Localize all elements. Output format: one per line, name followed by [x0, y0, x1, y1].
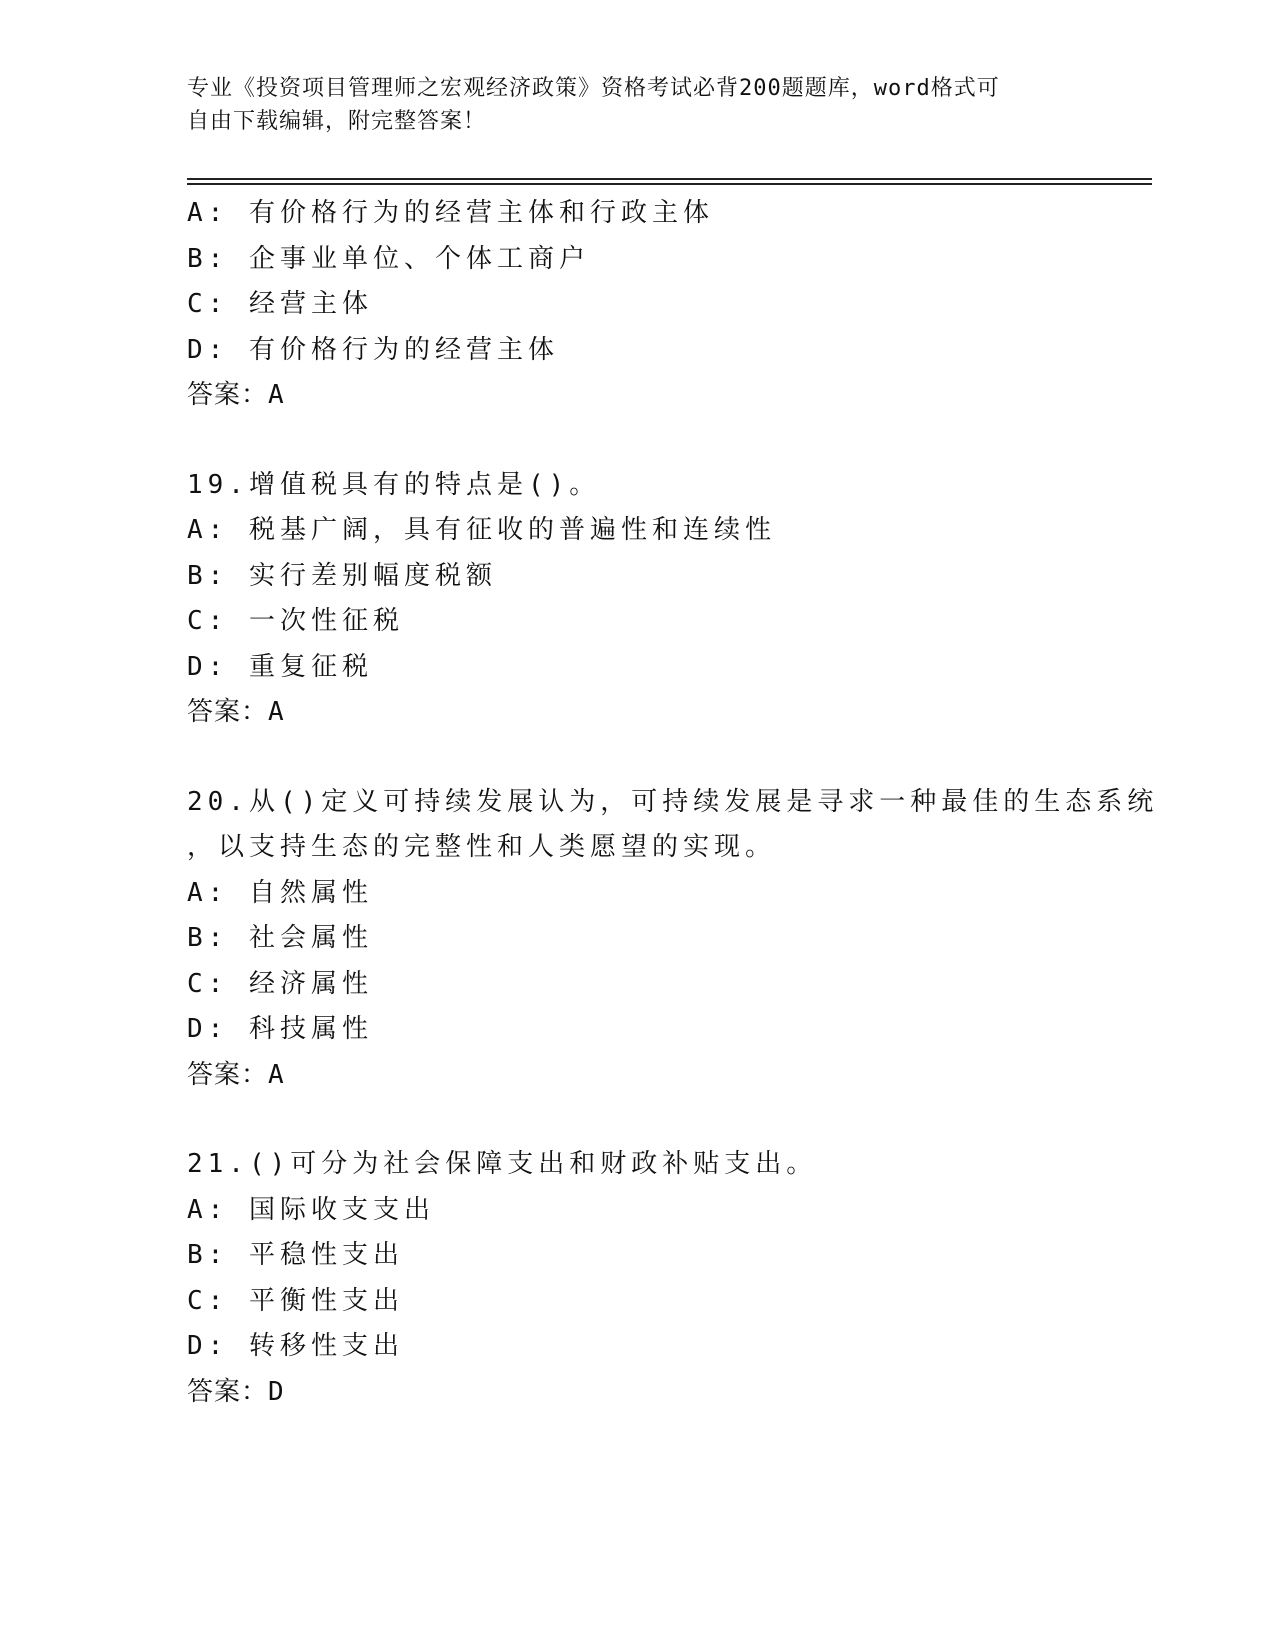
question-stem: 19.增值税具有的特点是()。: [187, 469, 601, 500]
option-a: A: 自然属性: [187, 877, 373, 908]
option-c: C: 一次性征税: [187, 606, 404, 636]
option-b: B: 企事业单位、个体工商户: [187, 243, 590, 274]
answer-line: 答案：A: [187, 380, 285, 410]
option-d: D: 科技属性: [187, 1014, 373, 1044]
option-b: B: 平稳性支出: [187, 1240, 404, 1270]
option-a: A: 国际收支支出: [187, 1194, 435, 1225]
option-b: B: 实行差别幅度税额: [187, 560, 497, 591]
question-block: [187, 463, 1087, 736]
option-c: C: 经济属性: [187, 968, 373, 999]
question-block: [187, 191, 1087, 419]
header-divider-top: [187, 178, 1152, 180]
header-line-1: 专业《投资项目管理师之宏观经济政策》资格考试必背200题题库，word格式可: [187, 76, 1000, 101]
option-a: A: 税基广阔，具有征收的普遍性和连续性: [187, 515, 776, 545]
option-b: B: 社会属性: [187, 923, 373, 953]
question-stem: 20.从()定义可持续发展认为，可持续发展是寻求一种最佳的生态系统: [187, 786, 1159, 817]
option-c: C: 平衡性支出: [187, 1285, 404, 1316]
header-line-2: 自由下载编辑，附完整答案！: [187, 109, 487, 134]
option-d: D: 有价格行为的经营主体: [187, 334, 559, 365]
question-stem-continued: ，以支持生态的完整性和人类愿望的实现。: [187, 832, 777, 862]
answer-line: 答案：A: [187, 697, 285, 727]
answer-line: 答案：D: [187, 1376, 285, 1407]
question-list: [187, 191, 1159, 1415]
document-header: [187, 72, 1067, 138]
question-block: [187, 1142, 1087, 1415]
answer-line: 答案：A: [187, 1059, 285, 1090]
question-stem: 21.()可分为社会保障支出和财政补贴支出。: [187, 1149, 818, 1179]
header-divider-bottom: [187, 183, 1152, 185]
question-block: [187, 780, 1159, 1099]
option-c: C: 经营主体: [187, 289, 373, 319]
option-d: D: 转移性支出: [187, 1331, 404, 1361]
option-a: A: 有价格行为的经营主体和行政主体: [187, 198, 714, 228]
option-d: D: 重复征税: [187, 651, 373, 682]
